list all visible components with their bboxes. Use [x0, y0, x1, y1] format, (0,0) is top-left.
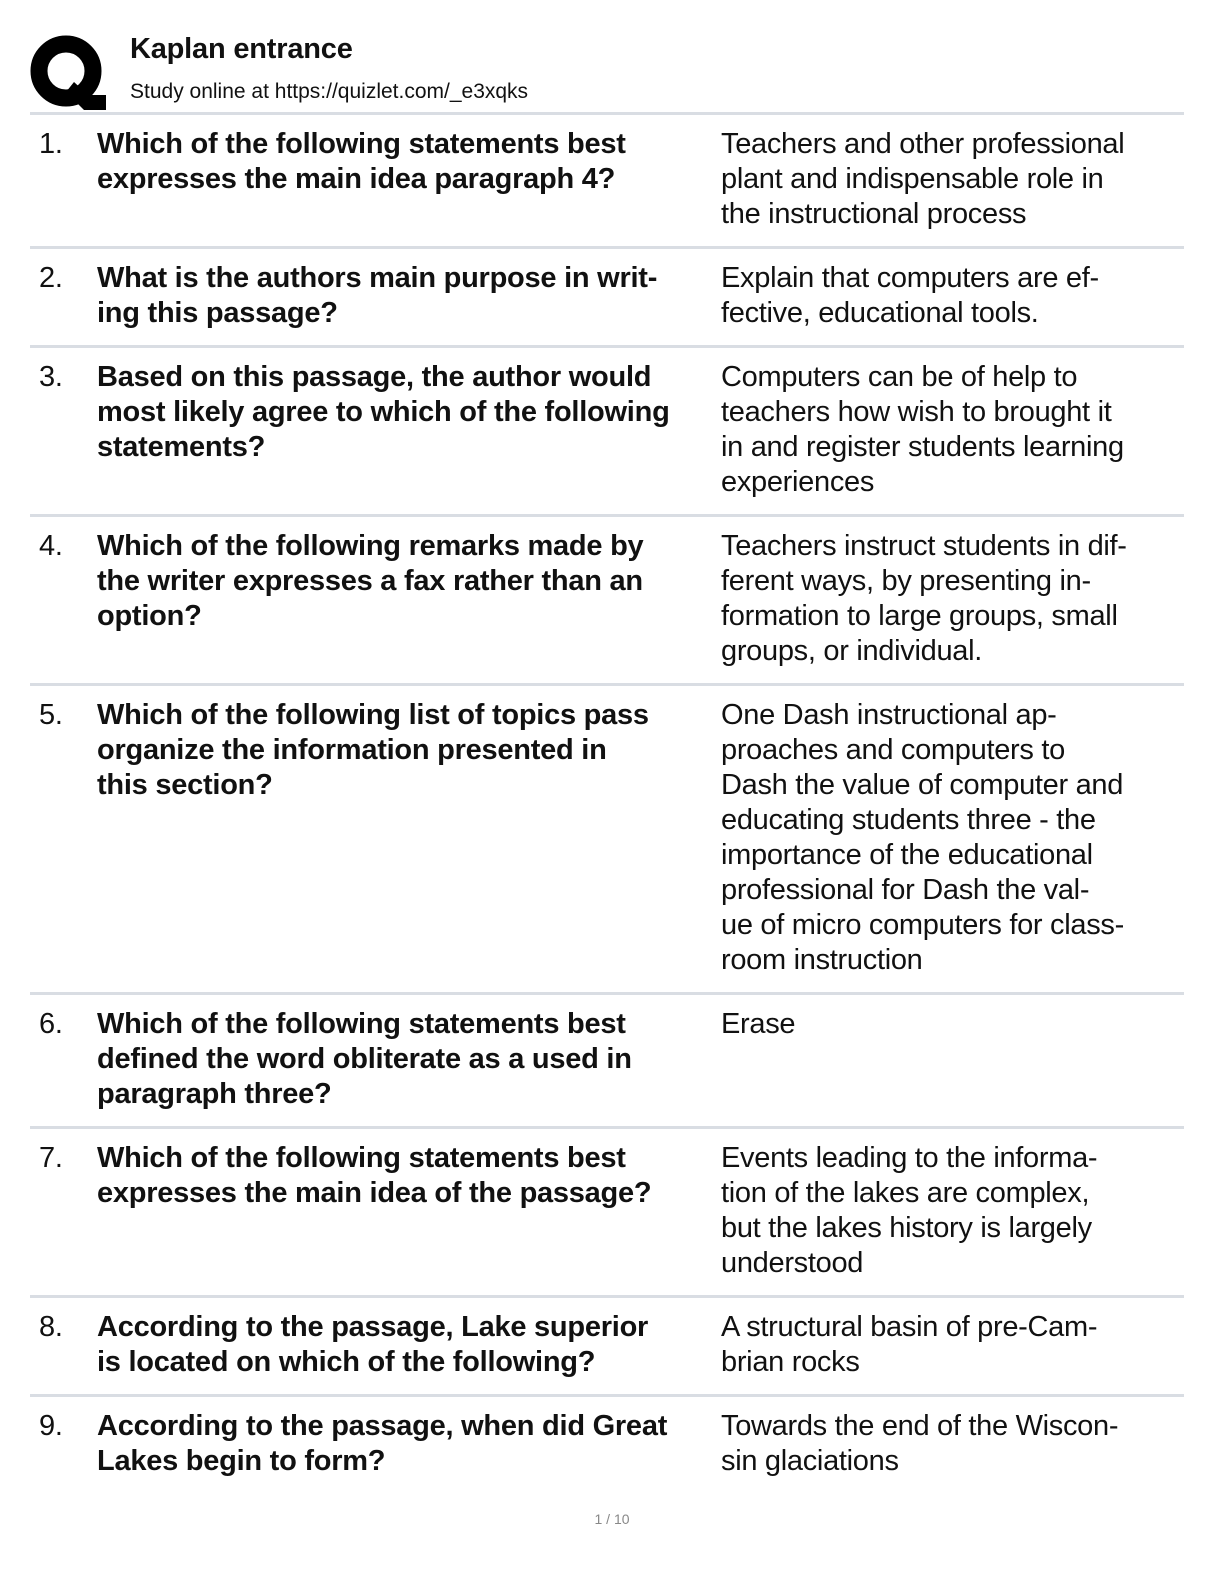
card-number: 9.	[39, 1410, 63, 1442]
term-line: ing this passage?	[97, 297, 338, 329]
quizlet-logo-icon	[30, 34, 108, 112]
card-number: 4.	[39, 530, 63, 562]
definition-line: brian rocks	[721, 1346, 860, 1378]
definition-line: ue of micro computers for class-	[721, 909, 1124, 941]
flashcard-row	[30, 115, 1184, 249]
flashcard-row	[30, 348, 1184, 517]
term-line: expresses the main idea paragraph 4?	[97, 163, 616, 195]
card-definition	[720, 1141, 1184, 1281]
card-term	[97, 1310, 720, 1380]
definition-line: plant and indispensable role in	[721, 163, 1104, 195]
definition-line: One Dash instructional ap-	[721, 699, 1057, 731]
definition-line: ferent ways, by presenting in-	[721, 565, 1091, 597]
definition-line: groups, or individual.	[721, 635, 982, 667]
study-online-link[interactable]: Study online at https://quizlet.com/_e3xqks	[130, 80, 529, 103]
flashcard-row	[30, 249, 1184, 348]
set-title: Kaplan entrance	[130, 33, 353, 65]
term-line: Which of the following list of topics pass	[97, 699, 649, 731]
term-line: Which of the following statements best	[97, 128, 626, 160]
term-line: Which of the following statements best	[97, 1008, 626, 1040]
definition-line: formation to large groups, small	[721, 600, 1118, 632]
definition-line: the instructional process	[721, 198, 1027, 230]
flashcard-list	[30, 112, 1184, 1493]
card-definition	[720, 1409, 1184, 1479]
card-number: 2.	[39, 262, 63, 294]
flashcard-row	[30, 686, 1184, 995]
page-header	[30, 28, 1190, 110]
card-term	[97, 127, 720, 232]
definition-line: importance of the educational	[721, 839, 1093, 871]
definition-line: proaches and computers to	[721, 734, 1065, 766]
card-term	[97, 360, 720, 500]
term-line: expresses the main idea of the passage?	[97, 1177, 652, 1209]
definition-line: A structural basin of pre-Cam-	[721, 1311, 1098, 1343]
card-term	[97, 261, 720, 331]
definition-line: Dash the value of computer and	[721, 769, 1124, 801]
definition-line: Teachers instruct students in dif-	[721, 530, 1127, 562]
term-line: Which of the following remarks made by	[97, 530, 644, 562]
card-number: 1.	[39, 128, 63, 160]
term-line: this section?	[97, 769, 273, 801]
card-number: 6.	[39, 1008, 63, 1040]
card-definition	[720, 1310, 1184, 1380]
page-number: 1 / 10	[594, 1511, 630, 1527]
definition-line: but the lakes history is largely	[721, 1212, 1092, 1244]
definition-line: Erase	[721, 1008, 796, 1040]
definition-line: room instruction	[721, 944, 923, 976]
term-line: organize the information presented in	[97, 734, 607, 766]
term-line: statements?	[97, 431, 266, 463]
definition-line: in and register students learning	[721, 431, 1124, 463]
flashcard-row	[30, 995, 1184, 1129]
card-number: 3.	[39, 361, 63, 393]
definition-line: fective, educational tools.	[721, 297, 1039, 329]
term-line: option?	[97, 600, 202, 632]
card-term	[97, 529, 720, 669]
card-definition	[720, 127, 1184, 232]
definition-line: understood	[721, 1247, 864, 1279]
card-definition	[720, 1007, 1184, 1112]
definition-line: Teachers and other professional	[721, 128, 1125, 160]
term-line: According to the passage, when did Great	[97, 1410, 668, 1442]
term-line: paragraph three?	[97, 1078, 332, 1110]
term-line: is located on which of the following?	[97, 1346, 596, 1378]
definition-line: Computers can be of help to	[721, 361, 1078, 393]
flashcard-row	[30, 1129, 1184, 1298]
definition-line: teachers how wish to brought it	[721, 396, 1112, 428]
card-term	[97, 698, 720, 978]
card-term	[97, 1409, 720, 1479]
term-line: most likely agree to which of the following	[97, 396, 670, 428]
flashcard-row	[30, 517, 1184, 686]
definition-line: Events leading to the informa-	[721, 1142, 1098, 1174]
card-number: 5.	[39, 699, 63, 731]
term-line: Which of the following statements best	[97, 1142, 626, 1174]
term-line: According to the passage, Lake superior	[97, 1311, 649, 1343]
term-line: Based on this passage, the author would	[97, 361, 652, 393]
definition-line: sin glaciations	[721, 1445, 899, 1477]
definition-line: educating students three - the	[721, 804, 1096, 836]
term-line: What is the authors main purpose in writ-	[97, 262, 658, 294]
card-definition	[720, 698, 1184, 978]
definition-line: Explain that computers are ef-	[721, 262, 1099, 294]
flashcard-row	[30, 1397, 1184, 1493]
flashcard-row	[30, 1298, 1184, 1397]
definition-line: professional for Dash the val-	[721, 874, 1090, 906]
card-term	[97, 1007, 720, 1112]
term-line: the writer expresses a fax rather than an	[97, 565, 643, 597]
term-line: Lakes begin to form?	[97, 1445, 386, 1477]
card-definition	[720, 360, 1184, 500]
card-definition	[720, 529, 1184, 669]
card-number: 7.	[39, 1142, 63, 1174]
card-term	[97, 1141, 720, 1281]
card-number: 8.	[39, 1311, 63, 1343]
definition-line: experiences	[721, 466, 875, 498]
definition-line: Towards the end of the Wiscon-	[721, 1410, 1119, 1442]
definition-line: tion of the lakes are complex,	[721, 1177, 1090, 1209]
card-definition	[720, 261, 1184, 331]
term-line: defined the word obliterate as a used in	[97, 1043, 632, 1075]
